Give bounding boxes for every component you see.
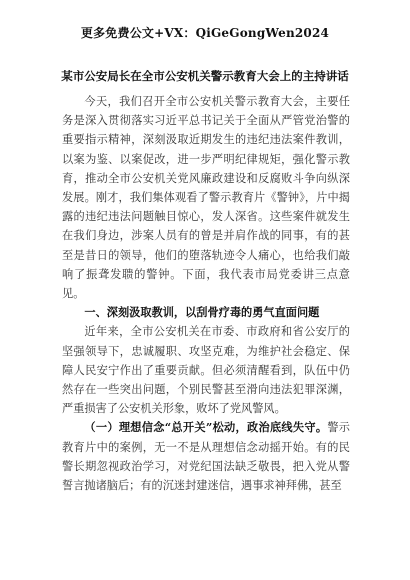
subsection-1-text: 警示教育片中的案例，无一不是从理想信念动摇开始。有的民警长期忽视政治学习，对党纪国法缺乏敬畏，把入党从警誓言抛诸脑后；有的沉迷封建迷信，遇事求神拜佛，甚至 <box>62 421 350 493</box>
intro-paragraph: 今天，我们召开全市公安机关警示教育大会，主要任务是深入贯彻落实习近平总书记关于全面从严管党治警的重要指示精神，深刻汲取近期发生的违纪违法案件教训，以案为鉴、以案促改，进一步严明纪律规矩，强化警示教育，推动全市公安机关党风廉政建设和反腐败斗争向纵深发展。刚才，我们集体观看了警示教育片《警钟》，片中揭露的违纪违法问题触目惊心，发人深省。这些案件就发生在我们身边，涉案人员有的曾是并肩作战的同事，有的甚至是昔日的领导，他们的堕落轨迹令人痛心，也给我们敲响了振聋发聩的警钟。下面，我代表市局党委讲三点意见。 <box>62 95 350 301</box>
subsection-heading-1: （一）理想信念“总开关”松动，政治底线失守。 <box>84 420 328 435</box>
document-title: 某市公安局长在全市公安机关警示教育大会上的主持讲话 <box>61 69 349 83</box>
document-body <box>62 92 350 495</box>
watermark-header: 更多免费公文+VX：QiGeGongWen2024 <box>80 26 330 40</box>
subsection-1-paragraph <box>62 418 350 495</box>
section-1-paragraph: 近年来，全市公安机关在市委、市政府和省公安厅的坚强领导下，忠诚履职、攻坚克难，为维护社会稳定、保障人民安宁作出了重要贡献。但必须清醒看到，队伍中仍然存在一些突出问题，个别民警甚至滑向违法犯罪深渊，严重损害了公安机关形象，败坏了党风警风。 <box>62 325 350 416</box>
section-heading-1: 一、深刻汲取教训，以刮骨疗毒的勇气直面问题 <box>84 305 320 320</box>
